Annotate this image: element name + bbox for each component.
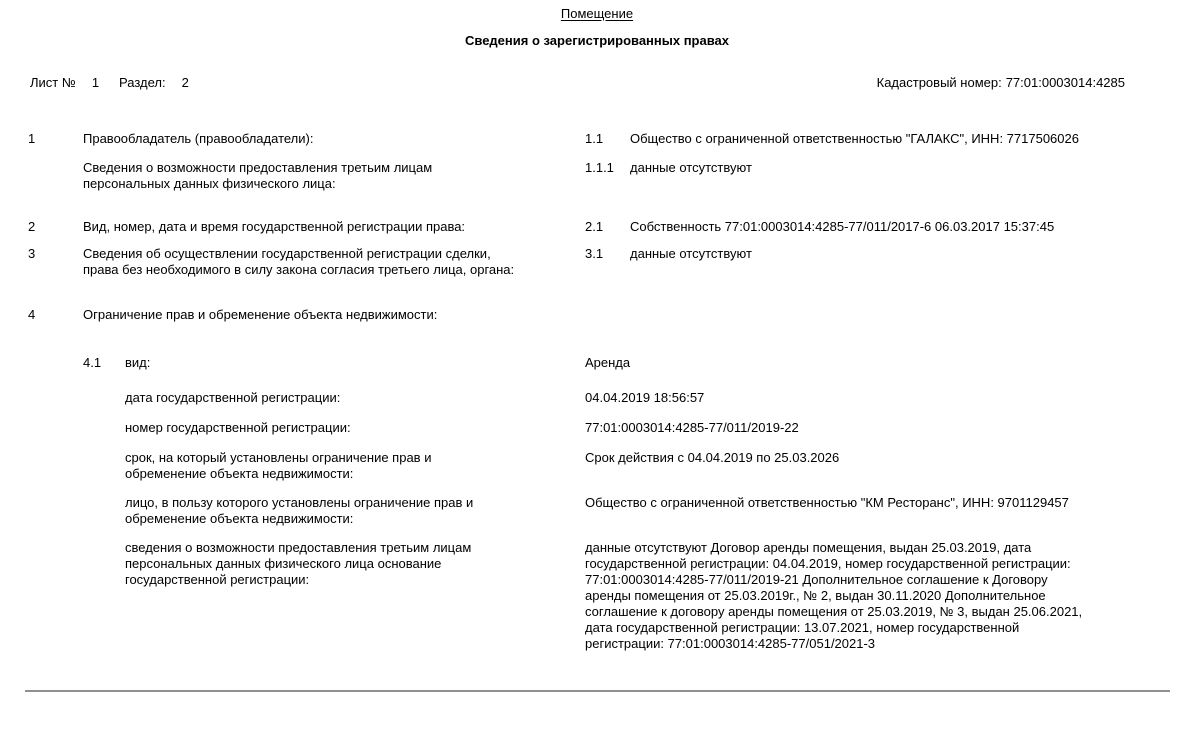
cadastral-info [877,75,1125,91]
table-row-restriction-kind [28,355,1174,371]
row-number: 3 [28,246,36,261]
table-row-restriction-reg-date [28,390,1174,406]
row-label: Сведения о возможности предоставления третьим лицам персональных данных физического лица: [83,160,433,191]
row-label: Сведения об осуществлении государственной регистрации сделки, права без необходимого в силу закона согласия третьего лица, органа: [83,246,515,277]
row-value: данные отсутствуют Договор аренды помещения, выдан 25.03.2019, дата государственной регистрации: 04.04.2019, номер государственной регистрации: 77:01:0003014:4285-77/011/2019-21 Дополнительное соглашение к Договору аренды помещения от 25.03.2019г., № 2, выдан 30.11.2020 Дополнительное соглашение к договору аренды помещения от 25.03.2019, № 3, выдан 25.06.2021, дата государственной регистрации: 13.07.2021, номер государственной регистрации: 77:01:0003014:4285-77/051/2021-3 [585,540,1083,651]
sheet-label: Лист № [30,75,76,90]
row-value: Собственность 77:01:0003014:4285-77/011/2017-6 06.03.2017 15:37:45 [630,219,1055,234]
meta-row [30,75,1125,91]
row-label: Вид, номер, дата и время государственной регистрации права: [83,219,466,234]
sheet-section-info [30,75,189,91]
row-value: данные отсутствуют [630,160,752,175]
table-row-registration [28,219,1174,235]
row-value: Общество с ограниченной ответственностью "КМ Ресторанс", ИНН: 9701129457 [585,495,1069,510]
row-value: данные отсутствуют [630,246,752,261]
document-subtitle: Сведения о зарегистрированных правах [464,33,730,48]
table-row-restriction-beneficiary [28,495,1174,527]
table-row-restriction-basis [28,540,1174,668]
row-value: Общество с ограниченной ответственностью "ГАЛАКС", ИНН: 7717506026 [630,131,1079,146]
row-value: Аренда [585,355,631,370]
section-label: Раздел: [119,75,166,90]
cadastral-number: 77:01:0003014:4285 [1005,75,1125,90]
table-row-restrictions-header [28,307,1174,323]
row-label: сведения о возможности предоставления третьим лицам персональных данных физического лица основание государственной регистрации: [125,540,472,587]
row-subnumber: 2.1 [585,219,604,234]
row-value: 77:01:0003014:4285-77/011/2019-22 [585,420,799,435]
table-row-restriction-term [28,450,1174,482]
row-label: номер государственной регистрации: [125,420,351,435]
row-label: лицо, в пользу которого установлены ограничение прав и обременение объекта недвижимости: [125,495,474,526]
row-number: 2 [28,219,36,234]
row-label: вид: [125,355,151,370]
row-value: 04.04.2019 18:56:57 [585,390,705,405]
rights-table [28,131,1174,668]
row-label: Правообладатель (правообладатели): [83,131,314,146]
cadastral-label: Кадастровый номер: [876,75,1002,90]
document-title: Помещение [560,6,634,21]
row-subnumber: 1.1 [585,131,604,146]
page-bottom-divider [25,690,1170,692]
table-row-rightholder [28,131,1174,147]
table-row-deal-consent [28,246,1174,278]
row-label: дата государственной регистрации: [125,390,341,405]
row-subnumber: 3.1 [585,246,604,261]
sheet-number: 1 [91,75,100,90]
row-label: Ограничение прав и обременение объекта недвижимости: [83,307,438,322]
row-number: 1 [28,131,36,146]
table-row-restriction-reg-number [28,420,1174,436]
table-row-personal-data [28,160,1174,192]
row-label: срок, на который установлены ограничение прав и обременение объекта недвижимости: [125,450,432,481]
row-subnumber: 1.1.1 [585,160,614,175]
section-number: 2 [181,75,189,90]
row-number: 4 [28,307,36,322]
row-value: Срок действия с 04.04.2019 по 25.03.2026 [585,450,840,465]
row-subnumber: 4.1 [83,355,102,370]
